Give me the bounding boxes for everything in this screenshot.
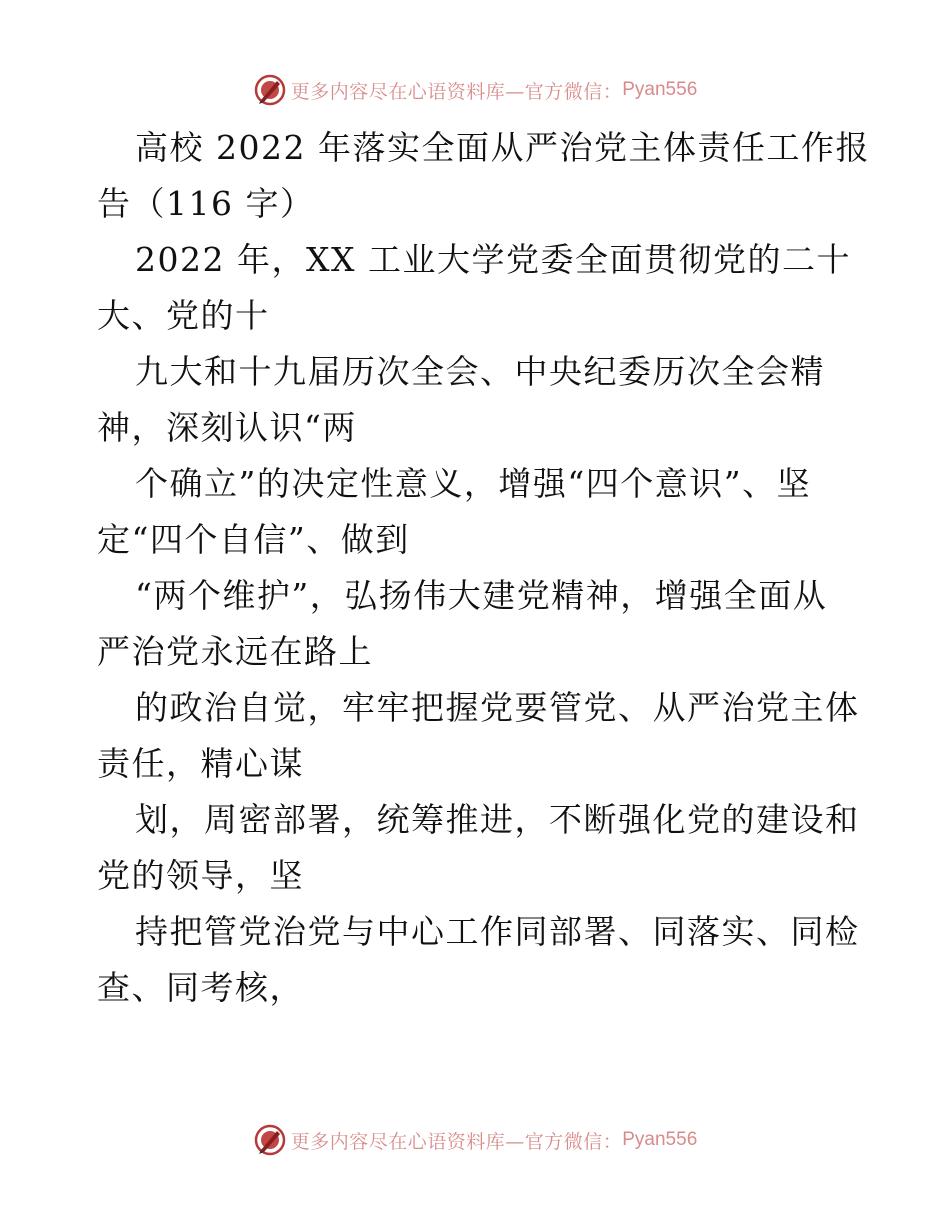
header-banner: [0, 70, 950, 110]
paragraph-line: 九大和十九届历次全会、中央纪委历次全会精: [135, 352, 825, 391]
paragraph-line: “两个维护”，弘扬伟大建党精神，增强全面从: [135, 576, 828, 615]
pen-seal-icon: [253, 1123, 287, 1157]
wechat-id: Pyan556: [622, 1129, 698, 1150]
document-body: [97, 120, 870, 1016]
banner-text: 更多内容尽在心语资料库—官方微信：: [290, 80, 623, 103]
paragraph-line: 个确立”的决定性意义，增强“四个意识”、坚: [135, 464, 812, 503]
wechat-id: Pyan556: [622, 79, 698, 100]
banner-text: 更多内容尽在心语资料库—官方微信：: [290, 1130, 623, 1153]
paragraph-line: 大、党的十: [97, 296, 270, 335]
paragraph-line: 党的领导，坚: [97, 856, 304, 895]
paragraph-line: 责任，精心谋: [97, 744, 304, 783]
paragraph-line: 划，周密部署，统筹推进，不断强化党的建设和: [135, 800, 860, 839]
paragraph-line: 严治党永远在路上: [97, 632, 373, 671]
paragraph-line: 查、同考核，: [97, 968, 304, 1007]
paragraph-line: 持把管党治党与中心工作同部署、同落实、同检: [135, 912, 860, 951]
title-line-2: 告（116 字）: [97, 184, 315, 223]
paragraph-line: 定“四个自信”、做到: [97, 520, 410, 559]
paragraph-line: 2022 年，XX 工业大学党委全面贯彻党的二十: [135, 240, 851, 279]
title-line-1: 高校 2022 年落实全面从严治党主体责任工作报: [135, 128, 870, 167]
pen-seal-icon: [253, 73, 287, 107]
paragraph-line: 神，深刻认识“两: [97, 408, 357, 447]
footer-banner: [0, 1120, 950, 1160]
paragraph-line: 的政治自觉，牢牢把握党要管党、从严治党主体: [135, 688, 860, 727]
